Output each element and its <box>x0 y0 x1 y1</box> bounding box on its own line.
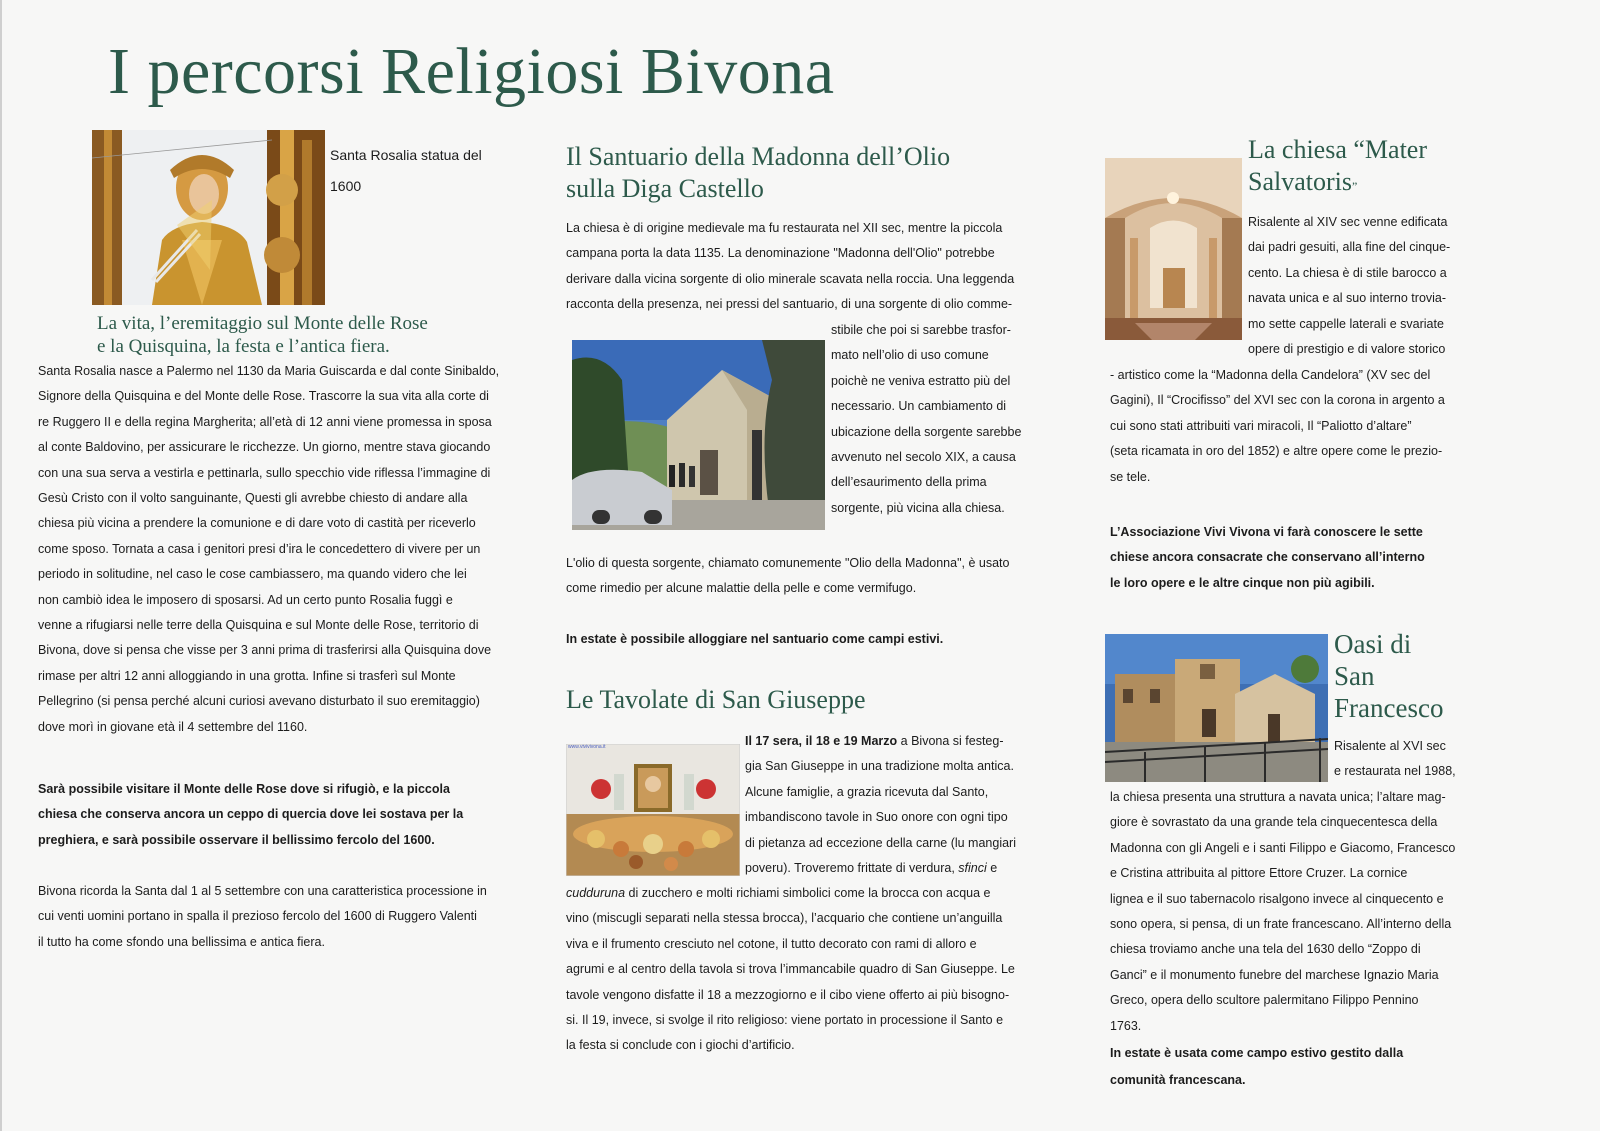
text-line: cento. La chiesa è di stile barocco a <box>1248 265 1447 280</box>
text-line: mato nell’olio di uso comune <box>831 348 989 363</box>
text-line: cui sono stati attribuiti vari miracoli, Il “Paliotto d’altare” <box>1110 418 1412 433</box>
text-line: Santa Rosalia nasce a Palermo nel 1130 da Maria Guiscarda e dal conte Sinibaldo, <box>38 364 500 378</box>
oasi-san-francesco-photo <box>1105 634 1328 782</box>
text-line: imbandiscono tavole in Suo onore con ogni tipo <box>745 810 1008 825</box>
text-line: Pellegrino (si pensa perché alcuni curiosi avevano disturbato il suo eremitaggio) <box>38 694 480 709</box>
text-line: Madonna con gli Angeli e i santi Filippo e Giacomo, Francesco <box>1110 840 1456 855</box>
text-line: chiesa più vicina a prendere la comunione e di dare voto di castità per riceverlo <box>38 516 476 531</box>
text-line: se tele. <box>1110 469 1151 484</box>
text-span: di zucchero e molti richiami simbolici come la brocca con acqua e <box>625 886 991 900</box>
statue-caption-line: Santa Rosalia statua del <box>330 147 482 163</box>
text-line: non cambiò idea le imposero di sposarsi. Ad un certo punto Rosalia fuggì e <box>38 592 453 607</box>
text-line: e Cristina attribuita al pittore Ettore Cruzer. La cornice <box>1110 866 1408 881</box>
santuario-summer-note: In estate è possibile alloggiare nel santuario come campi estivi. <box>566 632 944 646</box>
text-line: Ganci” e il monumento funebre del marchese Ignazio Maria <box>1110 967 1439 982</box>
text-line: come sposo. Tornata a casa i genitori presi d’ira le concedettero di vivere per un <box>38 541 481 556</box>
santuario-wrap-text <box>831 318 1041 521</box>
santuario-heading <box>566 141 1036 205</box>
text-line: La chiesa è di origine medievale ma fu restaurata nel XII sec, mentre la piccola <box>566 221 1003 235</box>
text-line: agrumi e al centro della tavola si trova l’immancabile quadro di San Giuseppe. Le <box>566 962 1015 977</box>
text-line: Risalente al XIV sec venne edificata <box>1248 215 1448 229</box>
text-line: preghiera, e sarà possibile osservare il bellissimo fercolo del 1600. <box>38 832 435 847</box>
church-interior-illustration <box>1105 158 1242 340</box>
text-line: Risalente al XVI sec <box>1334 739 1446 753</box>
text-line: 1763. <box>1110 1018 1142 1033</box>
text-line: opere di prestigio e di valore storico <box>1248 342 1446 357</box>
text-line: il tutto ha come sfondo una bellissima e antica fiera. <box>38 934 325 949</box>
monte-delle-rose-visit-note <box>38 777 508 853</box>
text-line: Alcune famiglie, a grazia ricevuta dal Santo, <box>745 784 989 799</box>
heading-closing-quote: ” <box>1352 179 1358 193</box>
heading-text: Salvatoris <box>1248 167 1352 196</box>
text-line: Sarà possibile visitare il Monte delle Rose dove si rifugiò, e la piccola <box>38 782 450 796</box>
text-line: tavole vengono disfatte il 18 a mezzogiorno e il cibo viene offerto ai più bisogno- <box>566 987 1010 1002</box>
text-line: avvenuto nel secolo XIX, a causa <box>831 450 1016 465</box>
text-line: cui venti uomini portano in spalla il prezioso fercolo del 1600 di Ruggero Valenti <box>38 909 477 924</box>
text-line: rimase per altri 12 anni alloggiando in una grotta. Infine si trasferì sul Monte <box>38 668 456 683</box>
text-line: Greco, opera dello scultore palermitano Filippo Pennino <box>1110 993 1419 1008</box>
text-line: Signore della Quisquina e del Monte delle Rose. Trascorre la sua vita alla corte di <box>38 389 489 404</box>
text-line: la chiesa presenta una struttura a navata unica; l’altare mag- <box>1110 790 1446 804</box>
mater-salvatoris-wrap-text <box>1248 210 1488 362</box>
text-line: stibile che poi si sarebbe trasfor- <box>831 323 1011 337</box>
heading-line: San <box>1334 661 1375 691</box>
text-line: gia San Giuseppe in una tradizione molta antica. <box>745 759 1014 774</box>
text-line: e restaurata nel 1988, <box>1334 764 1456 779</box>
tavolate-heading: Le Tavolate di San Giuseppe <box>566 685 866 714</box>
tavolata-photo <box>566 744 740 876</box>
text-line <box>745 729 1045 754</box>
text-line: viva e il frumento cresciuto nel cotone, il tutto decorato con rami di alloro e <box>566 936 977 951</box>
statue-caption <box>330 140 510 202</box>
oasi-illustration <box>1105 634 1328 782</box>
santa-rosalia-illustration <box>92 130 325 305</box>
page-edge <box>0 0 2 1131</box>
text-line: poichè ne veniva estratto più del <box>831 373 1011 388</box>
text-line: al conte Baldovino, per assicurare le ricchezze. Un giorno, mentre stava giocando <box>38 440 491 455</box>
heading-line: Francesco <box>1334 693 1444 723</box>
text-line: re Ruggero II e della regina Margherita; all’età di 12 anni viene promessa in sposa <box>38 414 492 429</box>
heading-line: Il Santuario della Madonna dell’Olio <box>566 142 951 171</box>
text-line <box>566 881 1046 906</box>
mater-salvatoris-interior-photo <box>1105 158 1242 340</box>
heading-line: La vita, l’eremitaggio sul Monte delle Rose <box>97 313 428 334</box>
text-line: L’Associazione Vivi Vivona vi farà conoscere le sette <box>1110 525 1423 539</box>
oasi-summer-note <box>1110 1040 1490 1094</box>
text-line: chiese ancora consacrate che conservano all’interno <box>1110 550 1425 565</box>
text-span: e <box>986 861 998 876</box>
tavolate-full-text <box>566 881 1046 1059</box>
text-span: poveru). Troveremo frittate di verdura, <box>745 861 959 876</box>
associazione-note <box>1110 520 1490 596</box>
oasi-san-francesco-heading <box>1334 628 1484 724</box>
cudduruna-italic: cudduruna <box>566 886 626 900</box>
heading-line: Oasi di <box>1334 629 1412 659</box>
text-line: le loro opere e le altre cinque non più agibili. <box>1110 575 1375 590</box>
text-line: navata unica e al suo interno trovia- <box>1248 291 1447 306</box>
festa-paragraph <box>38 879 508 955</box>
text-span: a Bivona si festeg- <box>897 734 1004 748</box>
text-line: con una sua serva a vestirla e pettinarla, sullo specchio vide riflessa l’immagine di <box>38 465 491 480</box>
santuario-photo <box>572 340 825 530</box>
heading-line: La chiesa “Mater <box>1248 135 1428 164</box>
text-line: dell’esaurimento della prima <box>831 475 987 490</box>
santa-rosalia-heading <box>97 312 517 358</box>
text-line: sorgente, più vicina alla chiesa. <box>831 500 1005 515</box>
text-line: comunità francescana. <box>1110 1073 1246 1087</box>
olio-della-madonna-paragraph <box>566 551 1036 602</box>
text-line: dai padri gesuiti, alla fine del cinque- <box>1248 240 1451 255</box>
heading-line: sulla Diga Castello <box>566 174 764 203</box>
text-line: necessario. Un cambiamento di <box>831 399 1007 414</box>
text-line: sono opera, si pensa, di un frate francescano. All’interno della <box>1110 917 1452 932</box>
text-line: chiesa troviamo anche una tela del 1630 dello “Zoppo di <box>1110 942 1421 957</box>
text-line: come rimedio per alcune malattie della pelle e come vermifugo. <box>566 581 917 596</box>
mater-salvatoris-full-text <box>1110 363 1490 490</box>
text-line: mo sette cappelle laterali e svariate <box>1248 316 1444 331</box>
oasi-full-text <box>1110 785 1490 1039</box>
text-line: la festa si conclude con i giochi d’artificio. <box>566 1038 795 1053</box>
tavolate-wrap-text <box>745 729 1045 881</box>
text-line: venne a rifugiarsi nelle terre della Quisquina e sul Monte delle Rose, territorio di <box>38 618 479 633</box>
text-line: Bivona, dove si pensa che visse per 3 anni prima di trasferirsi alla Quisquina dove <box>38 643 492 658</box>
text-line: giore è sovrastato da una grande tela cinquecentesca della <box>1110 815 1438 830</box>
image-watermark-label: www.vivivivona.it <box>568 744 606 750</box>
text-line: campana porta la data 1135. La denominazione "Madonna dell'Olio" potrebbe <box>566 246 995 261</box>
page-title: I percorsi Religiosi Bivona <box>108 35 835 108</box>
text-line: Gagini), Il “Crocifisso” del XVI sec con la corona in argento a <box>1110 393 1445 408</box>
text-line: ubicazione della sorgente sarebbe <box>831 424 1022 439</box>
text-line: racconta della presenza, nei pressi del santuario, di una sorgente di olio comme- <box>566 297 1013 312</box>
sfinci-italic: sfinci <box>958 861 987 876</box>
text-line: vino (miscugli separati nella stessa brocca), l’acquario che contiene un’anguilla <box>566 911 1003 926</box>
tavolata-illustration <box>566 744 740 876</box>
text-line: dove morì in giovane età il 4 settembre del 1160. <box>38 719 308 734</box>
text-line <box>745 856 1045 881</box>
heading-line: e la Quisquina, la festa e l’antica fiera. <box>97 336 390 357</box>
statue-caption-year: 1600 <box>330 178 362 194</box>
text-line: Gesù Cristo con il volto sanguinante, Questi gli avrebbe chiesto di andare alla <box>38 491 468 506</box>
text-line: di pietanza ad eccezione della carne (lu mangiari <box>745 835 1016 850</box>
text-line: In estate è usata come campo estivo gestito dalla <box>1110 1046 1404 1060</box>
text-line: (seta ricamata in oro del 1852) e altre opere come le prezio- <box>1110 444 1443 459</box>
text-line: periodo in solitudine, nel caso le cose cambiassero, ma quando videro che lei <box>38 567 467 582</box>
santuario-illustration <box>572 340 825 530</box>
text-line: lignea e il suo tabernacolo risalgono invece al cinquecento e <box>1110 891 1444 906</box>
oasi-wrap-text <box>1334 734 1494 785</box>
santa-rosalia-statue-image <box>92 130 325 305</box>
mater-salvatoris-heading <box>1248 134 1488 202</box>
text-line: - artistico come la “Madonna della Candelora” (XV sec del <box>1110 368 1431 382</box>
dates-bold: Il 17 sera, il 18 e 19 Marzo <box>745 734 898 748</box>
heading-line <box>1248 166 1488 202</box>
text-line: Bivona ricorda la Santa dal 1 al 5 settembre con una caratteristica processione in <box>38 884 487 898</box>
text-line: si. Il 19, invece, si svolge il rito religioso: viene portato in processione il Santo e <box>566 1013 1004 1028</box>
text-line: derivare dalla vicina sorgente di olio minerale scavata nella roccia. Una leggenda <box>566 271 1015 286</box>
text-line: chiesa che conserva ancora un ceppo di quercia dove lei sostava per la <box>38 807 464 822</box>
text-line: L'olio di questa sorgente, chiamato comunemente "Olio della Madonna", è usato <box>566 556 1010 570</box>
santa-rosalia-biography <box>38 359 508 740</box>
santuario-intro <box>566 216 1026 318</box>
